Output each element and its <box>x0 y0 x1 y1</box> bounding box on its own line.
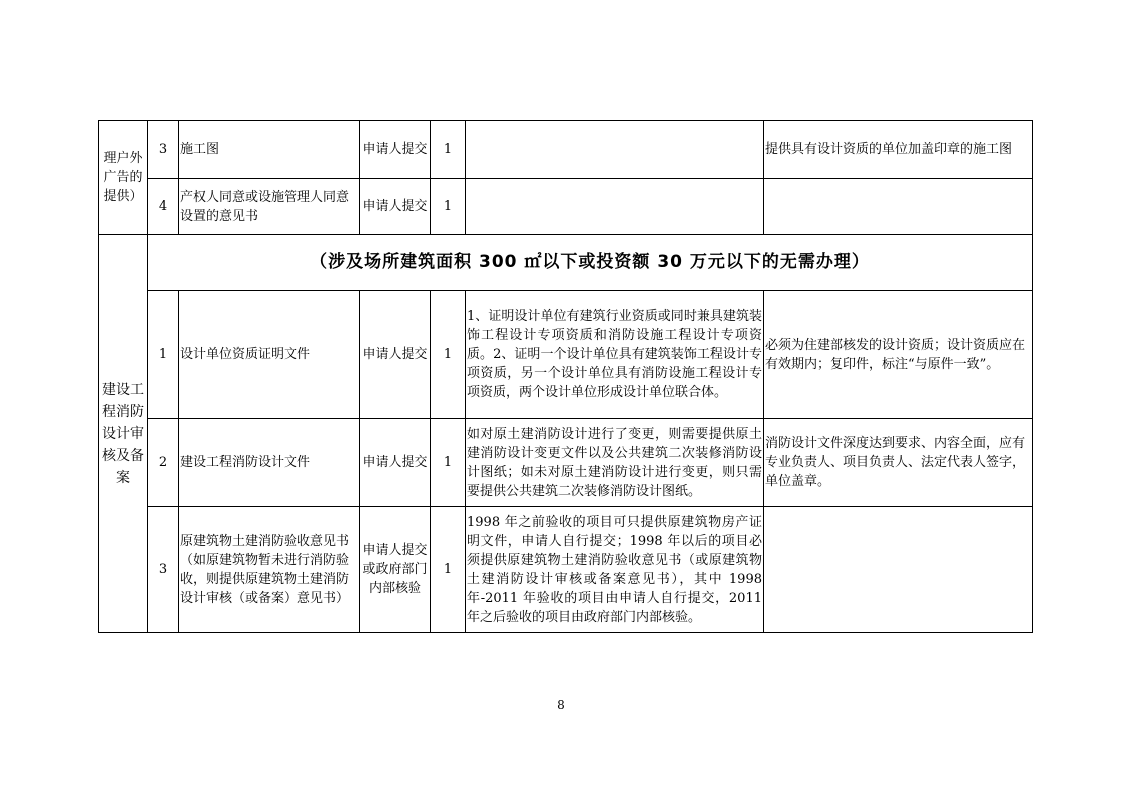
notes-cell: 消防设计文件深度达到要求、内容全面，应有专业负责人、项目负责人、法定代表人签字，单位盖章。 <box>764 419 1033 507</box>
table-row <box>99 179 1033 235</box>
table-row <box>99 507 1033 633</box>
category-cell-fire-design: 建设工程消防设计审核及备案 <box>99 235 148 633</box>
item-number: 2 <box>148 419 179 507</box>
notes-cell: 提供具有设计资质的单位加盖印章的施工图 <box>764 121 1033 179</box>
material-source: 申请人提交 <box>360 179 431 235</box>
table-row <box>99 291 1033 419</box>
requirement-cell: 如对原土建消防设计进行了变更，则需要提供原土建消防设计变更文件以及公共建筑二次装修消防设计图纸；如未对原土建消防设计进行变更，则只需要提供公共建筑二次装修消防设计图纸。 <box>466 419 764 507</box>
table-row <box>99 235 1033 291</box>
table-row <box>99 419 1033 507</box>
page-number: 8 <box>557 698 565 712</box>
item-number: 4 <box>148 179 179 235</box>
requirement-cell: 1、证明设计单位有建筑行业资质或同时兼具建筑装饰工程设计专项资质和消防设施工程设计专项资质。2、证明一个设计单位具有建筑装饰工程设计专项资质，另一个设计单位具有消防设施工程设计专项资质，两个设计单位形成设计单位联合体。 <box>466 291 764 419</box>
materials-table-container <box>98 120 1033 633</box>
notes-cell <box>764 507 1033 633</box>
material-name: 施工图 <box>179 121 360 179</box>
material-name: 建设工程消防设计文件 <box>179 419 360 507</box>
copies-count: 1 <box>431 507 466 633</box>
materials-table <box>98 120 1033 633</box>
material-source: 申请人提交 <box>360 121 431 179</box>
requirement-cell: 1998 年之前验收的项目可只提供原建筑物房产证明文件，申请人自行提交；1998 年以后的项目必须提供原建筑物土建消防验收意见书（或原建筑物土建消防设计审核或备案意见书），其中 1998 年-2011 年验收的项目由申请人自行提交，2011 年之后验收的项目由政府部门内部核验。 <box>466 507 764 633</box>
category-cell-outdoor-ad: 理户外广告的提供） <box>99 121 148 235</box>
item-number: 3 <box>148 507 179 633</box>
copies-count: 1 <box>431 121 466 179</box>
material-source: 申请人提交或政府部门内部核验 <box>360 507 431 633</box>
copies-count: 1 <box>431 179 466 235</box>
copies-count: 1 <box>431 419 466 507</box>
item-number: 1 <box>148 291 179 419</box>
material-source: 申请人提交 <box>360 291 431 419</box>
notes-cell <box>764 179 1033 235</box>
requirement-cell <box>466 179 764 235</box>
table-row <box>99 121 1033 179</box>
material-source: 申请人提交 <box>360 419 431 507</box>
material-name: 产权人同意或设施管理人同意设置的意见书 <box>179 179 360 235</box>
material-name: 设计单位资质证明文件 <box>179 291 360 419</box>
copies-count: 1 <box>431 291 466 419</box>
notes-cell: 必须为住建部核发的设计资质；设计资质应在有效期内；复印件，标注“与原件一致”。 <box>764 291 1033 419</box>
material-name: 原建筑物土建消防验收意见书（如原建筑物暂未进行消防验收，则提供原建筑物土建消防设计审核（或备案）意见书） <box>179 507 360 633</box>
requirement-cell <box>466 121 764 179</box>
item-number: 3 <box>148 121 179 179</box>
exemption-banner: （涉及场所建筑面积 300 ㎡以下或投资额 30 万元以下的无需办理） <box>148 235 1033 291</box>
